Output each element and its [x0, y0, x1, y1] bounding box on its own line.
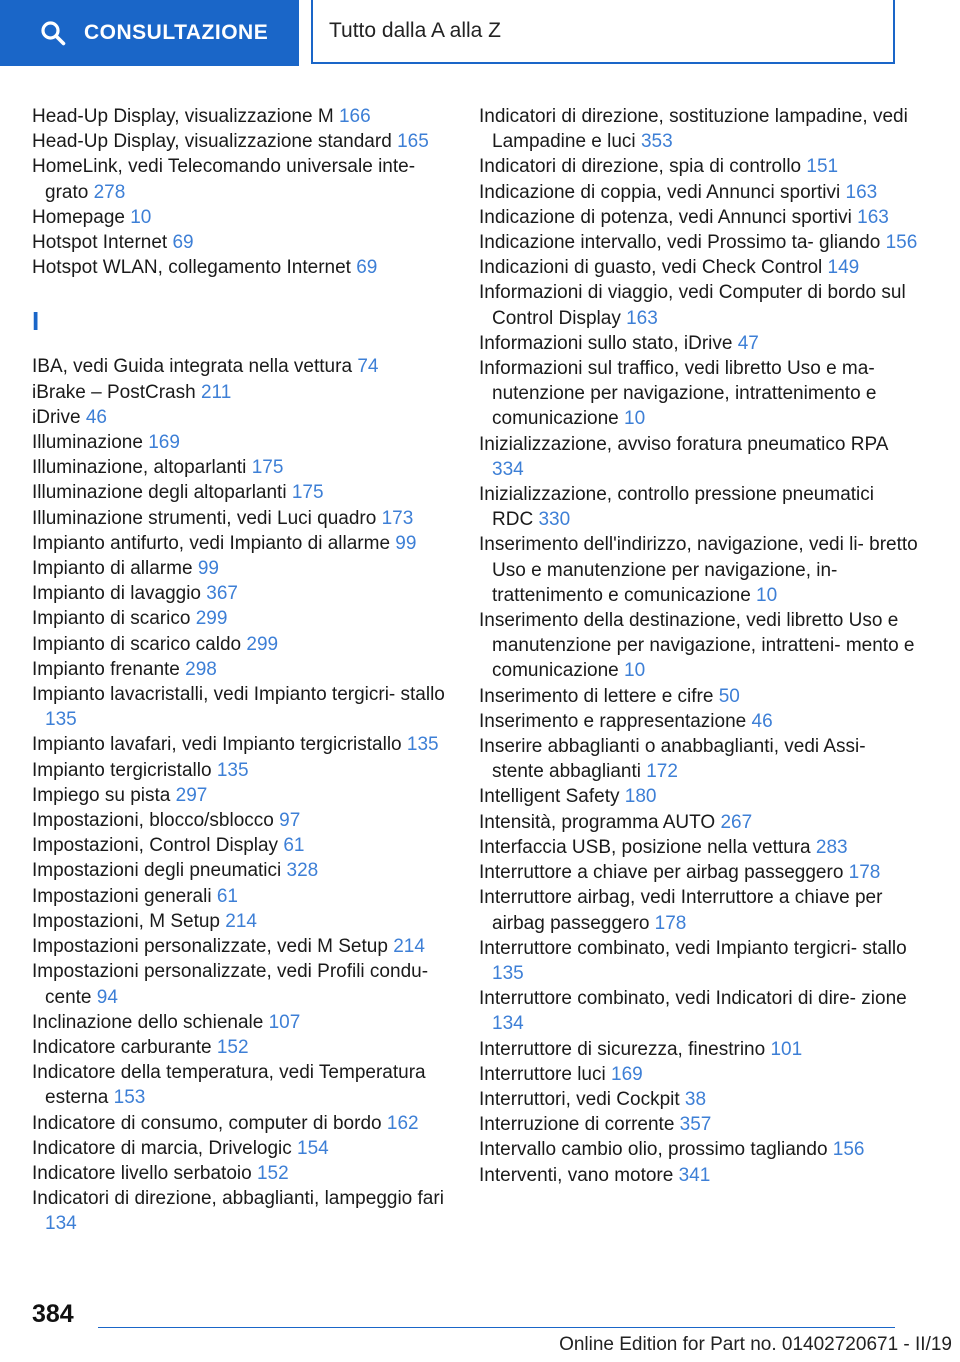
entry-text: Head-Up Display, visualizzazione standard — [32, 131, 392, 153]
entry-text: Impianto antifurto, vedi Impianto di allarme — [32, 532, 391, 554]
entry-page-link[interactable]: 69 — [356, 257, 378, 279]
entry-page-link[interactable]: 46 — [751, 710, 773, 732]
entry-text: Interruzione di corrente — [479, 1114, 675, 1136]
entry-page-link[interactable]: 172 — [646, 761, 678, 783]
entry-page-link[interactable]: 38 — [684, 1088, 707, 1110]
index-entry — [479, 230, 919, 255]
entry-page-link[interactable]: 156 — [885, 232, 918, 254]
index-entry — [479, 810, 919, 835]
index-entry — [32, 632, 452, 657]
entry-page-link[interactable]: 334 — [492, 458, 524, 480]
entry-text: Impostazioni, Control Display — [32, 835, 279, 857]
entry-page-link[interactable]: 367 — [206, 583, 238, 605]
index-entry — [32, 808, 452, 833]
index-entry — [479, 835, 919, 860]
entry-page-link[interactable]: 169 — [611, 1063, 643, 1085]
entry-page-link[interactable]: 156 — [832, 1139, 865, 1161]
index-entry — [479, 180, 919, 205]
entry-page-link[interactable]: 99 — [197, 558, 219, 580]
index-entry — [479, 255, 919, 280]
entry-page-link[interactable]: 101 — [770, 1038, 803, 1060]
entry-page-link[interactable]: 278 — [93, 181, 126, 203]
search-icon — [40, 20, 66, 46]
entry-page-link[interactable]: 299 — [246, 633, 279, 655]
entry-page-link[interactable]: 175 — [251, 457, 284, 479]
index-entry — [479, 1062, 919, 1087]
entry-page-link[interactable]: 134 — [45, 1213, 77, 1235]
entry-text: Impianto di lavaggio — [32, 583, 201, 605]
index-entry — [479, 532, 919, 608]
entry-page-link[interactable]: 134 — [492, 1013, 524, 1035]
entry-page-link[interactable]: 214 — [393, 936, 425, 958]
index-entry — [479, 860, 919, 885]
entry-text: Impostazioni personalizzate, vedi Profili condu- cente — [32, 961, 429, 1008]
entry-page-link[interactable]: 97 — [279, 810, 301, 832]
entry-page-link[interactable]: 298 — [185, 658, 217, 680]
index-entry — [479, 1037, 919, 1062]
entry-page-link[interactable]: 173 — [381, 507, 414, 529]
entry-text: Indicatore carburante — [32, 1036, 212, 1058]
index-entry — [32, 657, 452, 682]
index-entry — [479, 936, 919, 986]
index-entry — [32, 506, 452, 531]
index-entry — [32, 682, 452, 732]
entry-text: Informazioni di viaggio, vedi Computer di bordo sul Control Display — [479, 282, 906, 329]
entry-page-link[interactable]: 353 — [640, 131, 673, 153]
entry-text: Impostazioni degli pneumatici — [32, 860, 282, 882]
entry-text: Indicatore di consumo, computer di bordo — [32, 1112, 382, 1134]
index-entry — [32, 154, 452, 204]
entry-text: Inserimento della destinazione, vedi libretto Uso e manutenzione per navigazione, intratteni- mento e comunicazione — [479, 610, 915, 682]
entry-text: Intensità, programma AUTO — [479, 811, 716, 833]
index-entry — [32, 531, 452, 556]
topic-tab[interactable] — [311, 0, 895, 64]
entry-page-link[interactable]: 214 — [225, 910, 257, 932]
tab-label: CONSULTAZIONE — [84, 21, 269, 44]
entry-page-link[interactable]: 166 — [338, 106, 371, 127]
entry-page-link[interactable]: 267 — [720, 811, 753, 833]
entry-page-link[interactable]: 297 — [175, 784, 208, 806]
entry-page-link[interactable]: 357 — [679, 1114, 712, 1136]
footer-divider — [98, 1327, 895, 1328]
index-entry — [32, 1111, 452, 1136]
index-entry — [32, 230, 452, 255]
entry-text: Indicazione di potenza, vedi Annunci sportivi — [479, 206, 852, 228]
entry-text: Impianto lavacristalli, vedi Impianto tergicri- stallo — [32, 684, 445, 706]
entry-page-link[interactable]: 10 — [624, 660, 646, 682]
page-number: 384 — [32, 1300, 74, 1328]
entry-page-link[interactable]: 175 — [291, 482, 324, 504]
index-entry — [479, 1137, 919, 1162]
index-entry — [32, 480, 452, 505]
entry-text: Inserimento di lettere e cifre — [479, 685, 714, 707]
entry-text: Interruttore luci — [479, 1063, 606, 1085]
entry-text: Inizializzazione, avviso foratura pneumatico RPA — [479, 433, 888, 455]
entry-text: Impianto tergicristallo — [32, 759, 212, 781]
entry-page-link[interactable]: 99 — [395, 532, 417, 554]
entry-text: Impostazioni generali — [32, 885, 212, 907]
index-entry — [479, 734, 919, 784]
index-entry — [32, 405, 452, 430]
index-entry — [479, 356, 919, 432]
index-entry — [32, 783, 452, 808]
index-entry — [479, 104, 919, 154]
entry-text: Interfaccia USB, posizione nella vettura — [479, 836, 811, 858]
index-entry — [479, 1163, 919, 1188]
index-entry — [32, 1010, 452, 1035]
index-column-right — [479, 104, 919, 1188]
index-entry — [32, 732, 452, 757]
entry-text: Interruttore di sicurezza, finestrino — [479, 1038, 766, 1060]
entry-text: Impostazioni personalizzate, vedi M Setup — [32, 936, 388, 958]
index-entry — [32, 1060, 452, 1110]
entry-text: Interruttore airbag, vedi Interruttore a chiave per airbag passeggero — [479, 887, 883, 934]
index-entry — [32, 556, 452, 581]
index-entry — [32, 380, 452, 405]
index-entry — [32, 581, 452, 606]
entry-text: Interruttore combinato, vedi Indicatori di dire- zione — [479, 988, 907, 1010]
entry-text: Impianto di allarme — [32, 558, 193, 580]
entry-page-link[interactable]: 149 — [827, 257, 860, 279]
index-entry — [32, 430, 452, 455]
entry-page-link[interactable]: 61 — [216, 885, 238, 907]
entry-text: Impianto lavafari, vedi Impianto tergicristallo — [32, 734, 402, 756]
entry-text: Indicatori di direzione, sostituzione lampadine, vedi Lampadine e luci — [479, 106, 908, 153]
entry-text: Indicatore della temperatura, vedi Temperatura esterna — [32, 1062, 426, 1109]
entry-text: Inserire abbaglianti o anabbaglianti, vedi Assi- stente abbaglianti — [479, 736, 866, 783]
entry-text: Impianto di scarico caldo — [32, 633, 242, 655]
entry-text: Interruttore a chiave per airbag passeggero — [479, 862, 844, 884]
entry-text: iDrive — [32, 406, 81, 428]
index-entry — [479, 280, 919, 330]
entry-text: Homepage — [32, 206, 125, 228]
entry-page-link[interactable]: 163 — [845, 181, 878, 203]
entry-page-link[interactable]: 178 — [654, 912, 687, 934]
entry-text: Inizializzazione, controllo pressione pneumatici RDC — [479, 484, 874, 531]
index-entry — [479, 684, 919, 709]
entry-page-link[interactable]: 69 — [172, 232, 194, 254]
entry-page-link[interactable]: 47 — [737, 332, 759, 354]
entry-page-link[interactable]: 74 — [357, 356, 379, 378]
entry-page-link[interactable]: 61 — [283, 835, 305, 857]
entry-page-link[interactable]: 330 — [538, 509, 571, 531]
entry-page-link[interactable]: 135 — [492, 962, 524, 984]
entry-text: Indicatore di marcia, Drivelogic — [32, 1137, 292, 1159]
index-entry — [32, 884, 452, 909]
index-entry — [479, 1112, 919, 1137]
entry-page-link[interactable]: 341 — [678, 1164, 711, 1186]
entry-text: Head-Up Display, visualizzazione M — [32, 106, 334, 127]
entry-page-link[interactable]: 169 — [148, 432, 180, 454]
index-entry — [32, 255, 452, 280]
entry-page-link[interactable]: 50 — [718, 685, 740, 707]
entry-text: Indicazione di coppia, vedi Annunci sportivi — [479, 181, 841, 203]
index-entry — [479, 784, 919, 809]
entry-page-link[interactable]: 135 — [216, 759, 249, 781]
section-letter: I — [32, 306, 40, 337]
entry-text: Interruttori, vedi Cockpit — [479, 1088, 680, 1110]
entry-page-link[interactable]: 151 — [806, 156, 839, 178]
entry-page-link[interactable]: 154 — [297, 1137, 329, 1159]
entry-text: Hotspot WLAN, collegamento Internet — [32, 257, 351, 279]
entry-page-link[interactable]: 163 — [857, 206, 889, 228]
entry-page-link[interactable]: 163 — [626, 307, 658, 329]
entry-page-link[interactable]: 152 — [256, 1162, 289, 1184]
entry-text: Inclinazione dello schienale — [32, 1011, 264, 1033]
entry-text: HomeLink, vedi Telecomando universale inte- grato — [32, 156, 416, 203]
index-entry — [32, 833, 452, 858]
entry-page-link[interactable]: 178 — [848, 862, 881, 884]
index-entry — [479, 986, 919, 1036]
index-entry — [32, 909, 452, 934]
index-entry — [479, 154, 919, 179]
entry-text: Hotspot Internet — [32, 232, 168, 254]
index-column-left — [32, 104, 452, 1237]
entry-text: Indicatore livello serbatoio — [32, 1162, 252, 1184]
index-entry — [479, 432, 919, 482]
index-entry — [32, 1186, 452, 1236]
entry-text: Inserimento dell'indirizzo, navigazione, vedi li- bretto Uso e manutenzione per navigazione, in- trattenimento e comunicazione — [479, 534, 918, 606]
entry-page-link[interactable]: 46 — [85, 406, 107, 428]
entry-page-link[interactable]: 10 — [756, 584, 778, 606]
entry-text: Informazioni sullo stato, iDrive — [479, 332, 733, 354]
entry-page-link[interactable]: 299 — [195, 608, 228, 630]
index-entry — [32, 205, 452, 230]
index-entry — [479, 205, 919, 230]
index-entry — [32, 758, 452, 783]
entry-text: Informazioni sul traffico, vedi libretto Uso e ma- nutenzione per navigazione, intrattenimento e comunicazione — [479, 358, 877, 430]
entry-page-link[interactable]: 180 — [624, 786, 657, 808]
index-entry — [32, 354, 452, 379]
entry-text: IBA, vedi Guida integrata nella vettura — [32, 356, 353, 378]
entry-text: Intelligent Safety — [479, 786, 620, 808]
entry-page-link[interactable]: 10 — [624, 408, 646, 430]
entry-page-link[interactable]: 153 — [113, 1087, 146, 1109]
entry-text: Impostazioni, blocco/sblocco — [32, 810, 274, 832]
entry-page-link[interactable]: 135 — [406, 734, 439, 756]
entry-text: Indicatori di direzione, spia di controllo — [479, 156, 802, 178]
consultazione-tab[interactable] — [0, 0, 299, 66]
index-entry — [32, 1136, 452, 1161]
index-entry — [479, 885, 919, 935]
entry-text: Impiego su pista — [32, 784, 171, 806]
index-entry — [32, 858, 452, 883]
index-entry — [32, 606, 452, 631]
topic-label: Tutto dalla A alla Z — [329, 19, 501, 42]
edition-footer: Online Edition for Part no. 01402720671 - II/19 — [559, 1334, 952, 1355]
index-entry — [32, 1035, 452, 1060]
entry-text: Impostazioni, M Setup — [32, 910, 220, 932]
page-header — [0, 0, 960, 66]
index-entry — [479, 331, 919, 356]
entry-page-link[interactable]: 165 — [397, 131, 429, 153]
index-entry — [32, 129, 452, 154]
index-entry — [32, 455, 452, 480]
entry-text: Indicazioni di guasto, vedi Check Control — [479, 257, 823, 279]
entry-text: Illuminazione strumenti, vedi Luci quadro — [32, 507, 377, 529]
entry-text: Inserimento e rappresentazione — [479, 710, 747, 732]
entry-page-link[interactable]: 10 — [130, 206, 152, 228]
entry-text: iBrake – PostCrash — [32, 381, 196, 403]
entry-page-link[interactable]: 283 — [815, 836, 848, 858]
entry-text: Illuminazione, altoparlanti — [32, 457, 247, 479]
index-entry — [32, 959, 452, 1009]
entry-page-link[interactable]: 94 — [96, 986, 118, 1008]
entry-page-link[interactable]: 162 — [386, 1112, 419, 1134]
entry-text: Indicazione intervallo, vedi Prossimo ta- gliando — [479, 232, 881, 254]
index-entry — [32, 104, 452, 129]
entry-text: Interruttore combinato, vedi Impianto tergicri- stallo — [479, 937, 907, 959]
entry-text: Intervallo cambio olio, prossimo tagliando — [479, 1139, 828, 1161]
index-entry — [32, 934, 452, 959]
index-entry — [32, 1161, 452, 1186]
index-entry — [479, 482, 919, 532]
entry-text: Interventi, vano motore — [479, 1164, 674, 1186]
entry-text: Indicatori di direzione, abbaglianti, lampeggio fari — [32, 1188, 444, 1210]
entry-page-link[interactable]: 211 — [200, 381, 232, 403]
entry-page-link[interactable]: 135 — [45, 709, 77, 731]
entry-page-link[interactable]: 152 — [216, 1036, 249, 1058]
entry-text: Illuminazione — [32, 432, 143, 454]
index-entry — [479, 1087, 919, 1112]
index-entry — [479, 608, 919, 684]
entry-text: Impianto frenante — [32, 658, 180, 680]
entry-page-link[interactable]: 328 — [286, 860, 319, 882]
entry-page-link[interactable]: 107 — [268, 1011, 301, 1033]
entry-text: Illuminazione degli altoparlanti — [32, 482, 287, 504]
index-entry — [479, 709, 919, 734]
entry-text: Impianto di scarico — [32, 608, 191, 630]
